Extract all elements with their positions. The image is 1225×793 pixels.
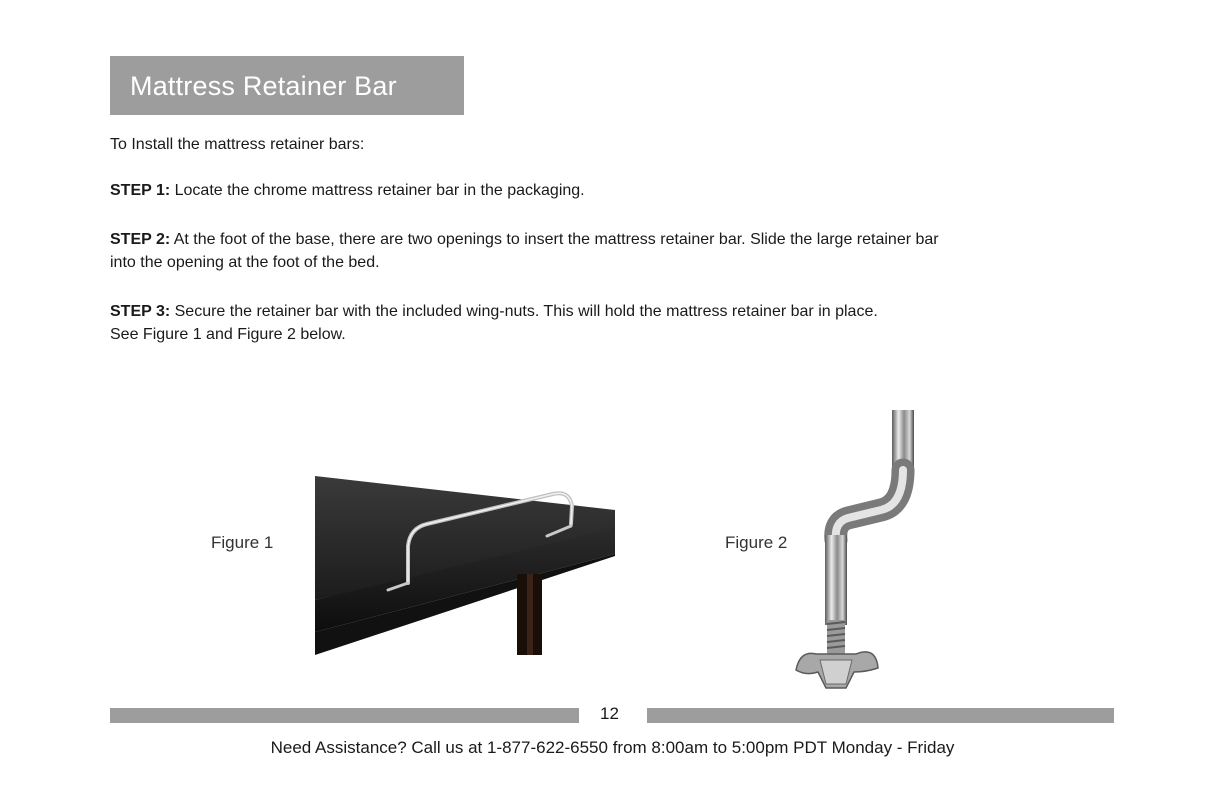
figure-2-retainer-bar-wing-nut-image — [786, 410, 916, 692]
step-1-label: STEP 1: — [110, 182, 171, 199]
intro-text: To Install the mattress retainer bars: — [110, 136, 365, 153]
page-number: 12 — [600, 704, 619, 723]
step-1 — [110, 179, 585, 202]
step-2-continued: into the opening at the foot of the bed. — [110, 254, 380, 271]
step-3 — [110, 300, 878, 323]
figure-1-caption: Figure 1 — [211, 533, 274, 552]
thread — [827, 620, 845, 654]
step-3-text: Secure the retainer bar with the included wing-nuts. This will hold the mattress retainer bar in place. — [170, 303, 878, 320]
footer-divider-left — [110, 708, 579, 723]
step-3-label: STEP 3: — [110, 303, 171, 320]
step-1-text: Locate the chrome mattress retainer bar in the packaging. — [170, 182, 585, 199]
footer-divider-right — [647, 708, 1114, 723]
footer-assistance-text: Need Assistance? Call us at 1-877-622-6550 from 8:00am to 5:00pm PDT Monday - Friday — [270, 738, 955, 757]
figure-1-bed-retainer-image — [315, 472, 615, 655]
step-2-text: At the foot of the base, there are two openings to insert the mattress retainer bar. Slide the large retainer bar — [170, 231, 939, 248]
step-3-continued: See Figure 1 and Figure 2 below. — [110, 326, 346, 343]
section-title-banner — [110, 56, 464, 115]
step-2-label: STEP 2: — [110, 231, 171, 248]
step-2 — [110, 228, 939, 251]
figure-2-caption: Figure 2 — [725, 533, 788, 552]
page-title: Mattress Retainer Bar — [130, 71, 397, 101]
